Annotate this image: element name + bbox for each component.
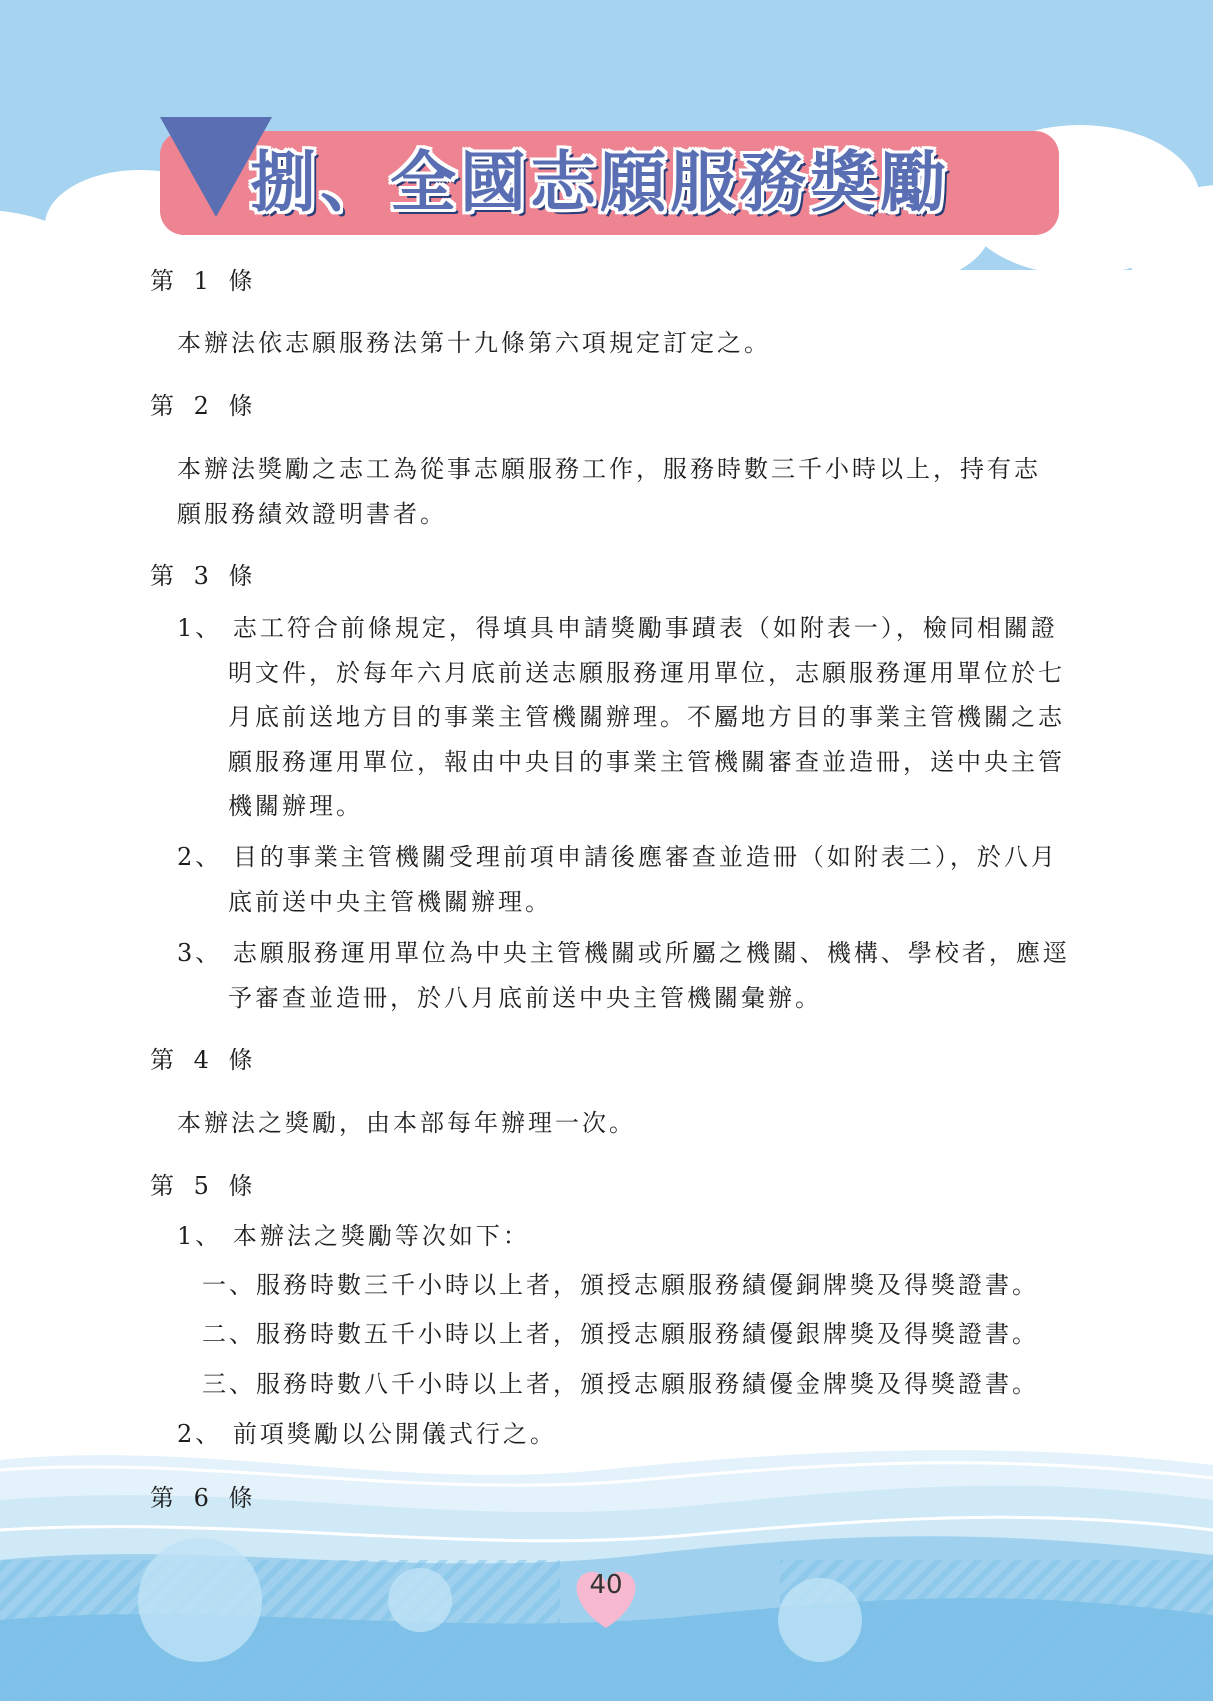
list-item-line: 機關辦理。	[228, 792, 363, 820]
article-heading: 第 2 條	[150, 392, 259, 420]
list-item-line: 1、 志工符合前條規定，得填具申請獎勵事蹟表（如附表一），檢同相關證	[177, 614, 1058, 642]
list-item-line: 底前送中央主管機關辦理。	[228, 888, 552, 916]
list-item-line: 明文件，於每年六月底前送志願服務運用單位，志願服務運用單位於七	[228, 659, 1065, 687]
paragraph-line: 本辦法依志願服務法第十九條第六項規定訂定之。	[177, 329, 771, 357]
paragraph-line: 本辦法獎勵之志工為從事志願服務工作，服務時數三千小時以上，持有志	[177, 455, 1041, 483]
list-item-line: 2、 目的事業主管機關受理前項申請後應審查並造冊（如附表二），於八月	[177, 843, 1058, 871]
sub-item-line: 一、服務時數三千小時以上者，頒授志願服務績優銅牌獎及得獎證書。	[202, 1271, 1039, 1299]
article-heading: 第 3 條	[150, 562, 259, 590]
list-item-line: 2、 前項獎勵以公開儀式行之。	[177, 1420, 557, 1448]
article-heading: 第 1 條	[150, 267, 259, 295]
list-item-line: 予審查並造冊，於八月底前送中央主管機關彙辦。	[228, 984, 822, 1012]
page-title: 捌、全國志願服務獎勵	[250, 144, 950, 221]
list-item-line: 願服務運用單位，報由中央目的事業主管機關審查並造冊，送中央主管	[228, 748, 1065, 776]
list-item-line: 3、 志願服務運用單位為中央主管機關或所屬之機關、機構、學校者，應逕	[177, 939, 1070, 967]
paragraph-line: 願服務績效證明書者。	[177, 500, 447, 528]
list-item-line: 月底前送地方目的事業主管機關辦理。不屬地方目的事業主管機關之志	[228, 703, 1065, 731]
list-item-line: 1、 本辦法之獎勵等次如下：	[177, 1222, 530, 1250]
sub-item-line: 二、服務時數五千小時以上者，頒授志願服務績優銀牌獎及得獎證書。	[202, 1320, 1039, 1348]
sub-item-line: 三、服務時數八千小時以上者，頒授志願服務績優金牌獎及得獎證書。	[202, 1370, 1039, 1398]
article-heading: 第 6 條	[150, 1484, 259, 1512]
article-heading: 第 5 條	[150, 1172, 259, 1200]
paragraph-line: 本辦法之獎勵，由本部每年辦理一次。	[177, 1109, 636, 1137]
article-heading: 第 4 條	[150, 1046, 259, 1074]
page-number: 40	[589, 1570, 623, 1600]
